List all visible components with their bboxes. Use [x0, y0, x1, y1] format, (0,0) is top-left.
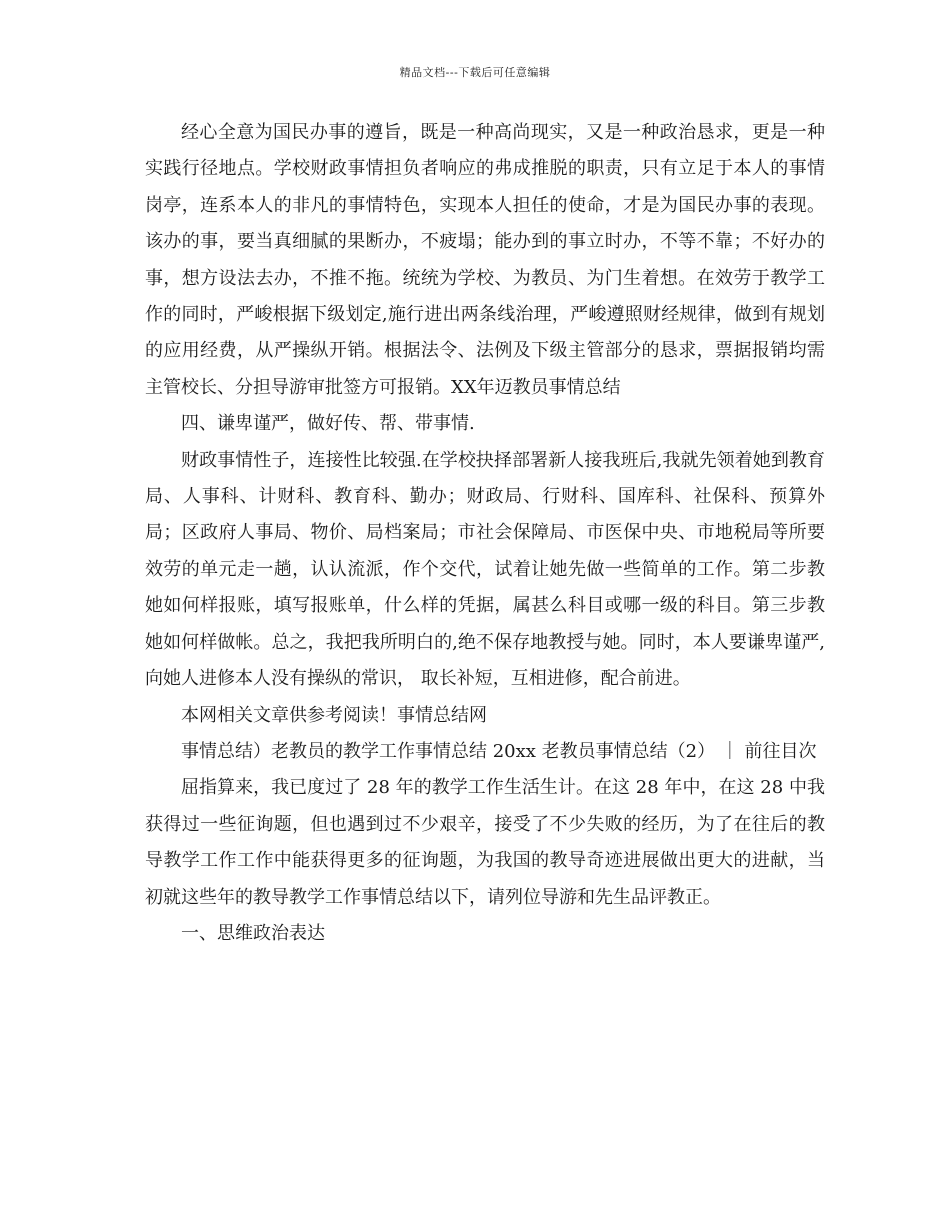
paragraph-service-principle: 经心全意为国民办事的遵旨，既是一种高尚现实，又是一种政治恳求，更是一种实践行径地点。学校财政事情担负者响应的弗成推脱的职责，只有立足于本人的事情岗亭，连系本人的非凡的事情特色，实现本人担任的使命，才是为国民办事的表现。该办的事，要当真细腻的果断办，不疲塌；能办到的事立时办，不等不靠；不好办的事，想方设法去办，不推不拖。统统为学校、为教员、为门生着想。在效劳于教学工作的同时，严峻根据下级划定,施行进出两条线治理，严峻遵照财经规律，做到有规划的应用经费，从严操纵开销。根据法令、法例及下级主管部分的恳求，票据报销均需主管校长、分担导游审批签方可报销。XX年迈教员事情总结 [145, 122, 825, 398]
section-heading-four: 四、谦卑谨严，做好传、帮、带事情. [181, 413, 475, 435]
paragraph-finance-handover: 财政事情性子，连接性比较强.在学校抉择部署新人接我班后,我就先领着她到教育局、人事科、计财科、教育科、勤办；财政局、行财科、国库科、社保科、预算外局；区政府人事局、物价、局档案局；市社会保障局、市医保中央、市地税局等所要效劳的单元走一趟，认认流派，作个交代，试着让她先做一些简单的工作。第二步教她如何样报账，填写报账单，什么样的凭据，属甚么科目或哪一级的科目。第三步教她如何样做帐。总之，我把我所明白的,绝不保存地教授与她。同时，本人要谦卑谨严,向她人进修本人没有操纵的常识， 取长补短，互相进修，配合前进。 [145, 449, 825, 690]
document-body [145, 115, 825, 952]
paragraph-28-years: 屈指算来，我已度过了 28 年的教学工作生活生计。在这 28 年中，在这 28 中我获得过一些征询题，但也遇到过不少艰辛，接受了不少失败的经历，为了在往后的教导教学工作工作中能获得更多的征询题，为我国的教导奇迹进展做出更大的进献，当初就这些年的教导教学工作事情总结以下，请列位导游和先生品评教正。 [145, 777, 825, 908]
article-title-line: 事情总结）老教员的教学工作事情总结 20xx 老教员事情总结（2） ｜ 前往目次 [181, 740, 817, 762]
page-header: 精品文档---下载后可任意编辑 [399, 66, 551, 79]
section-heading-one: 一、思维政治表达 [181, 922, 325, 944]
related-articles-note: 本网相关文章供参考阅读！事情总结网 [181, 704, 487, 726]
